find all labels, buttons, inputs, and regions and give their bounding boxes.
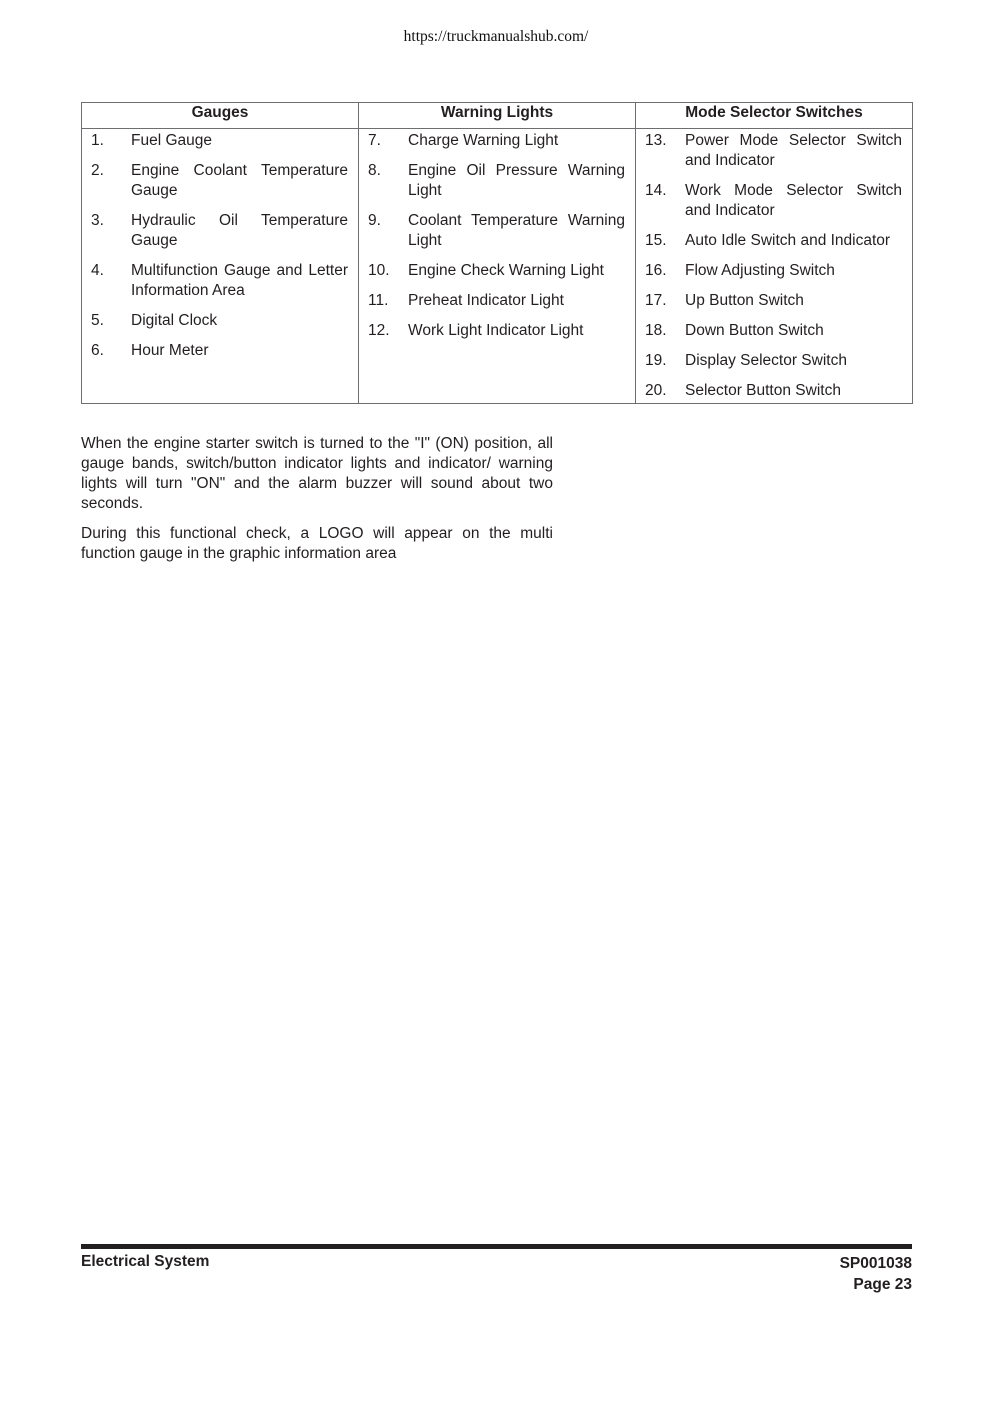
item-number: 14. [645,182,667,199]
list-item [91,311,348,331]
list-item [91,161,348,201]
list-item [368,321,625,341]
list-item [645,321,902,341]
item-number: 16. [645,262,667,279]
list-item [91,211,348,251]
item-number: 1. [91,132,104,149]
list-item [645,261,902,281]
item-number: 12. [368,322,390,339]
item-label: Up Button Switch [685,292,804,309]
item-number: 4. [91,262,104,279]
item-number: 6. [91,342,104,359]
column-header-mode-selector-switches: Mode Selector Switches [636,103,913,129]
table-body-row [82,129,913,404]
list-item [645,231,902,251]
item-number: 11. [368,292,389,309]
footer-doc-info [840,1253,912,1295]
item-label: Charge Warning Light [408,132,559,149]
footer-doc-number: SP001038 [839,1255,912,1272]
item-label: Work Mode Selector Switch and Indicator [685,182,902,219]
footer-section-title: Electrical System [81,1253,210,1270]
list-item [645,131,902,171]
list-item [368,131,625,151]
item-label: Hydraulic Oil Temperature Gauge [131,212,348,249]
item-number: 20. [645,382,667,399]
item-label: Auto Idle Switch and Indicator [685,232,891,249]
gauges-cell [82,129,359,404]
mode-selector-switches-cell [636,129,913,404]
item-number: 2. [91,162,104,179]
item-number: 19. [645,352,667,369]
item-number: 17. [645,292,667,309]
paragraph-logo-check: During this functional check, a LOGO will appear on the multi function gauge in the graphic information area [81,525,553,562]
component-reference-table [81,102,913,404]
list-item [645,381,902,401]
item-label: Preheat Indicator Light [408,292,564,309]
item-label: Down Button Switch [685,322,824,339]
item-number: 13. [645,132,667,149]
table-header-row [82,103,913,129]
item-number: 10. [368,262,390,279]
list-item [368,261,625,281]
item-label: Power Mode Selector Switch and Indicator [685,132,902,169]
item-label: Coolant Temperature Warning Light [408,212,625,249]
item-number: 5. [91,312,104,329]
list-item [368,161,625,201]
list-item [91,341,348,361]
list-item [645,181,902,221]
item-label: Engine Oil Pressure Warning Light [408,162,625,199]
list-item [368,291,625,311]
body-text [81,434,553,574]
paragraph-starter-switch: When the engine starter switch is turned to the "I" (ON) position, all gauge bands, switch/button indicator lights and indicator/ warning lights will turn "ON" and the alarm buzzer will sound about two seconds. [81,435,553,512]
list-item [368,211,625,251]
item-label: Work Light Indicator Light [408,322,584,339]
item-label: Digital Clock [131,312,218,329]
item-label: Engine Coolant Temperature Gauge [131,162,348,199]
footer-divider [81,1244,912,1249]
mode-selector-switches-list [645,131,902,401]
list-item [645,291,902,311]
item-number: 8. [368,162,381,179]
item-number: 9. [368,212,381,229]
item-label: Selector Button Switch [685,382,841,399]
item-label: Fuel Gauge [131,132,212,149]
item-label: Hour Meter [131,342,209,359]
item-label: Flow Adjusting Switch [685,262,835,279]
gauges-list [91,131,348,361]
item-number: 15. [645,232,667,249]
source-url: https://truckmanualshub.com/ [403,28,589,45]
footer-page-number: Page 23 [853,1276,912,1293]
warning-lights-list [368,131,625,341]
warning-lights-cell [359,129,636,404]
item-number: 7. [368,132,381,149]
item-label: Multifunction Gauge and Letter Information Area [131,262,348,299]
list-item [91,261,348,301]
item-number: 18. [645,322,667,339]
column-header-gauges: Gauges [82,103,359,129]
list-item [645,351,902,371]
item-label: Engine Check Warning Light [408,262,604,279]
list-item [91,131,348,151]
item-label: Display Selector Switch [685,352,847,369]
column-header-warning-lights: Warning Lights [359,103,636,129]
item-number: 3. [91,212,104,229]
